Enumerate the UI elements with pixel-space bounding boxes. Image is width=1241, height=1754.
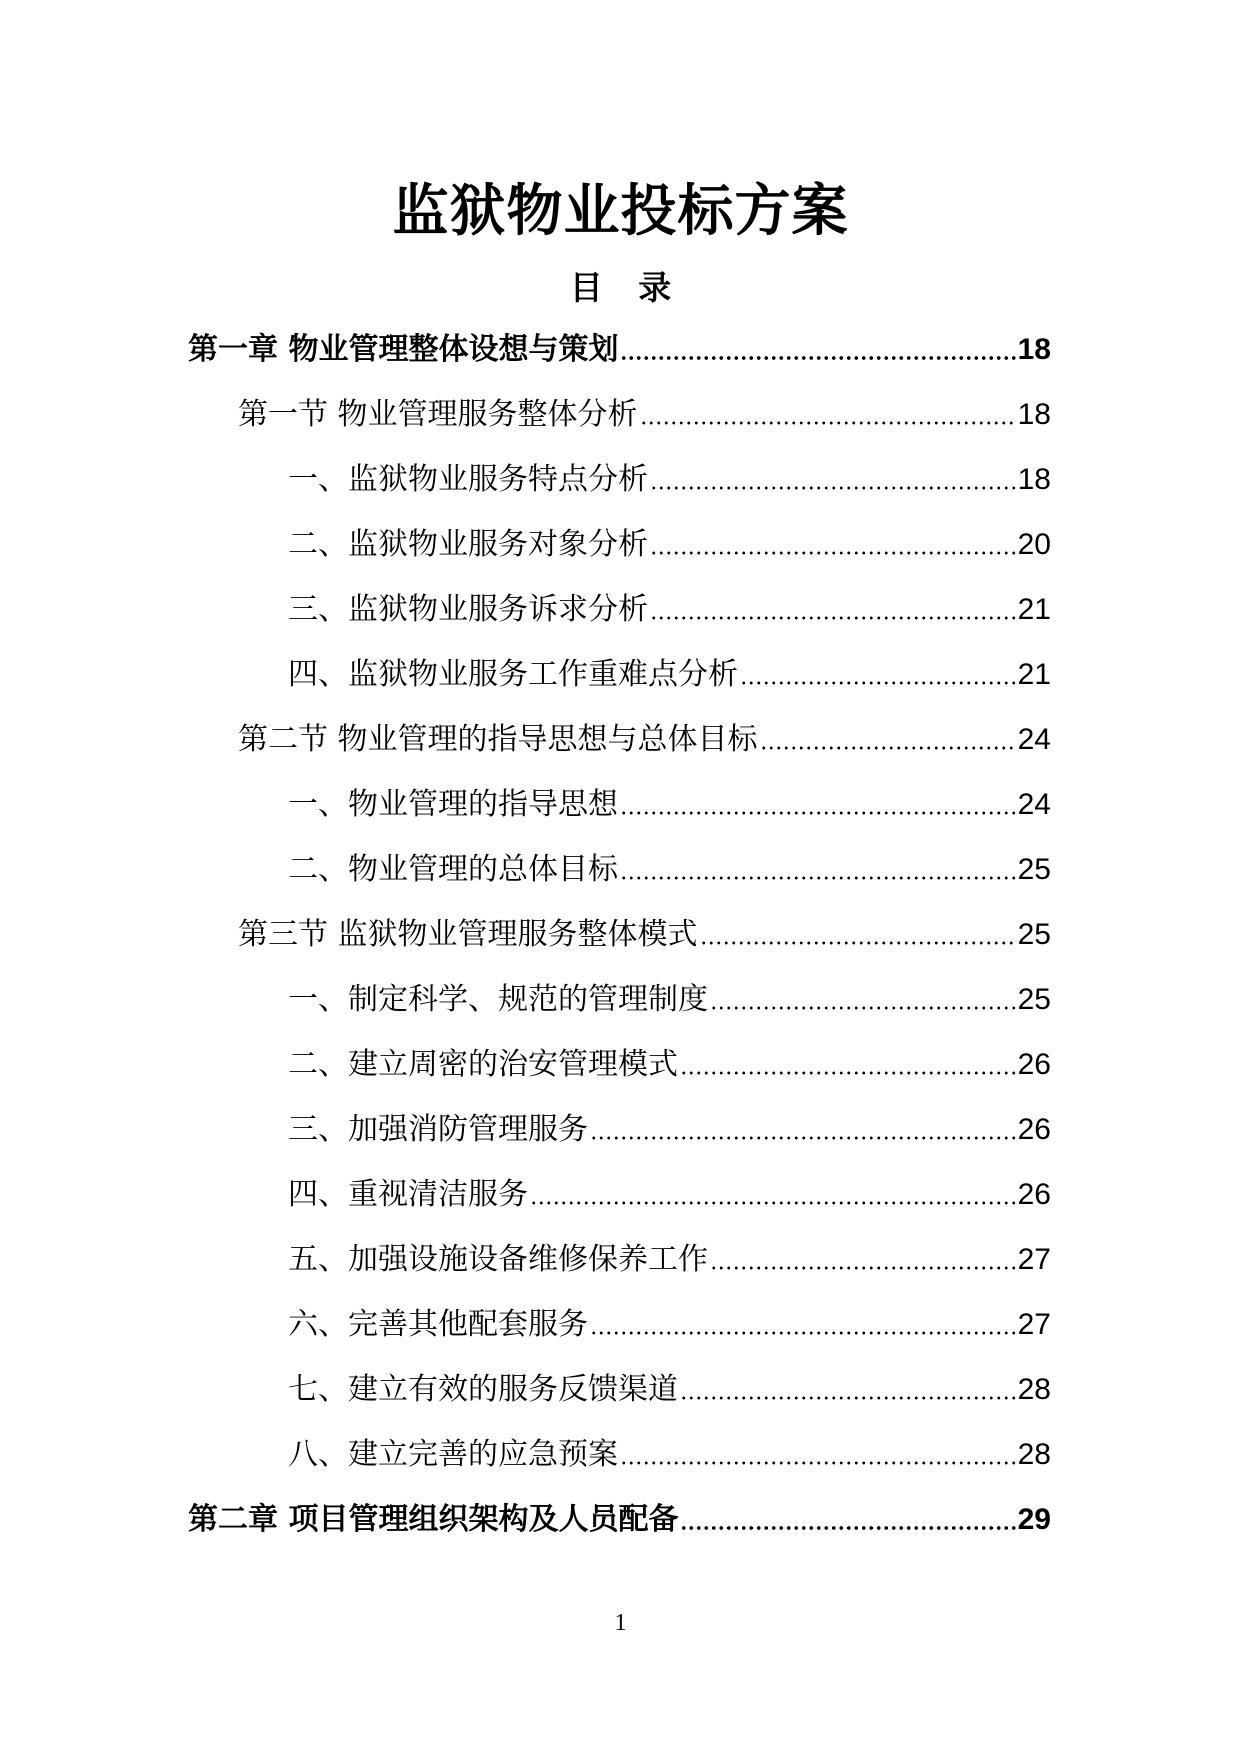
toc-entry[interactable] <box>288 846 1051 890</box>
toc-entry-page: 25 <box>1017 918 1051 951</box>
toc-entry[interactable] <box>288 1301 1051 1345</box>
toc-entry-page: 29 <box>1017 1503 1051 1536</box>
toc-entry-page: 26 <box>1017 1113 1051 1146</box>
toc-dot-leader <box>620 1460 1016 1466</box>
toc-entry[interactable] <box>288 521 1051 565</box>
toc-entry-page: 24 <box>1017 723 1051 756</box>
toc-dot-leader <box>680 1395 1016 1401</box>
toc-entry-page: 24 <box>1017 788 1051 821</box>
toc-entry-label: 七、建立有效的服务反馈渠道 <box>288 1372 678 1407</box>
toc-entry-page: 25 <box>1017 983 1051 1016</box>
toc-entry-label: 一、物业管理的指导思想 <box>288 787 618 822</box>
toc-dot-leader <box>530 1200 1016 1206</box>
page-number: 1 <box>614 1610 627 1636</box>
toc-dot-leader <box>650 615 1016 621</box>
toc-entry-label: 二、监狱物业服务对象分析 <box>288 527 648 562</box>
toc-dot-leader <box>620 875 1016 881</box>
toc-dot-leader <box>710 1265 1016 1271</box>
toc-entry-label: 第二节 物业管理的指导思想与总体目标 <box>238 722 758 757</box>
toc-dot-leader <box>620 355 1015 361</box>
toc-dot-leader <box>680 1525 1015 1531</box>
toc-entry-label: 六、完善其他配套服务 <box>288 1307 588 1342</box>
toc-entry-page: 18 <box>1017 333 1051 366</box>
document-title: 监狱物业投标方案 <box>392 179 849 244</box>
toc-entry[interactable] <box>238 716 1051 760</box>
toc-entry-page: 21 <box>1017 593 1051 626</box>
toc-entry-label: 二、建立周密的治安管理模式 <box>288 1047 678 1082</box>
toc-entry-label: 第一节 物业管理服务整体分析 <box>238 397 638 432</box>
toc-entry[interactable] <box>288 651 1051 695</box>
toc-dot-leader <box>700 940 1016 946</box>
toc-entry-page: 21 <box>1017 658 1051 691</box>
toc-entry-label: 二、物业管理的总体目标 <box>288 852 618 887</box>
toc-entry-page: 18 <box>1017 463 1051 496</box>
toc-dot-leader <box>740 680 1016 686</box>
toc-dot-leader <box>650 485 1016 491</box>
toc-entry-page: 28 <box>1017 1373 1051 1406</box>
toc-entry[interactable] <box>288 1171 1051 1215</box>
toc-entry-page: 20 <box>1017 528 1051 561</box>
toc-heading: 目 录 <box>569 268 684 307</box>
toc-entry[interactable] <box>188 326 1051 370</box>
toc-entry-page: 28 <box>1017 1438 1051 1471</box>
toc-dot-leader <box>650 550 1016 556</box>
toc-entry-label: 三、监狱物业服务诉求分析 <box>288 592 648 627</box>
toc-entry[interactable] <box>288 1236 1051 1280</box>
toc-entry[interactable] <box>288 976 1051 1020</box>
toc-entry[interactable] <box>288 1041 1051 1085</box>
toc-entry-label: 第二章 项目管理组织架构及人员配备 <box>188 1502 679 1537</box>
toc-entry[interactable] <box>288 1106 1051 1150</box>
toc-entry-page: 27 <box>1017 1243 1051 1276</box>
toc-entry-label: 三、加强消防管理服务 <box>288 1112 588 1147</box>
toc-entry[interactable] <box>288 1366 1051 1410</box>
toc-entry-label: 一、制定科学、规范的管理制度 <box>288 982 708 1017</box>
toc-entry-label: 第一章 物业管理整体设想与策划 <box>188 332 619 367</box>
toc-entry-label: 四、重视清洁服务 <box>288 1177 528 1212</box>
toc-entry-label: 五、加强设施设备维修保养工作 <box>288 1242 708 1277</box>
toc-entry-page: 26 <box>1017 1178 1051 1211</box>
toc-entry[interactable] <box>288 781 1051 825</box>
toc-entry-page: 26 <box>1017 1048 1051 1081</box>
toc-dot-leader <box>590 1135 1016 1141</box>
toc-entry[interactable] <box>238 391 1051 435</box>
toc-dot-leader <box>680 1070 1016 1076</box>
toc-entry[interactable] <box>288 1431 1051 1475</box>
toc-entry[interactable] <box>288 456 1051 500</box>
toc-entry[interactable] <box>188 1496 1051 1540</box>
toc-entry[interactable] <box>238 911 1051 955</box>
toc-entry-label: 一、监狱物业服务特点分析 <box>288 462 648 497</box>
toc-entry-label: 第三节 监狱物业管理服务整体模式 <box>238 917 698 952</box>
toc-entry-label: 四、监狱物业服务工作重难点分析 <box>288 657 738 692</box>
toc-dot-leader <box>640 420 1016 426</box>
toc-entry[interactable] <box>288 586 1051 630</box>
toc-entry-page: 25 <box>1017 853 1051 886</box>
toc-entry-page: 18 <box>1017 398 1051 431</box>
toc-dot-leader <box>620 810 1016 816</box>
toc-entry-page: 27 <box>1017 1308 1051 1341</box>
toc-entry-label: 八、建立完善的应急预案 <box>288 1437 618 1472</box>
toc-dot-leader <box>590 1330 1016 1336</box>
toc-dot-leader <box>760 745 1016 751</box>
toc-dot-leader <box>710 1005 1016 1011</box>
